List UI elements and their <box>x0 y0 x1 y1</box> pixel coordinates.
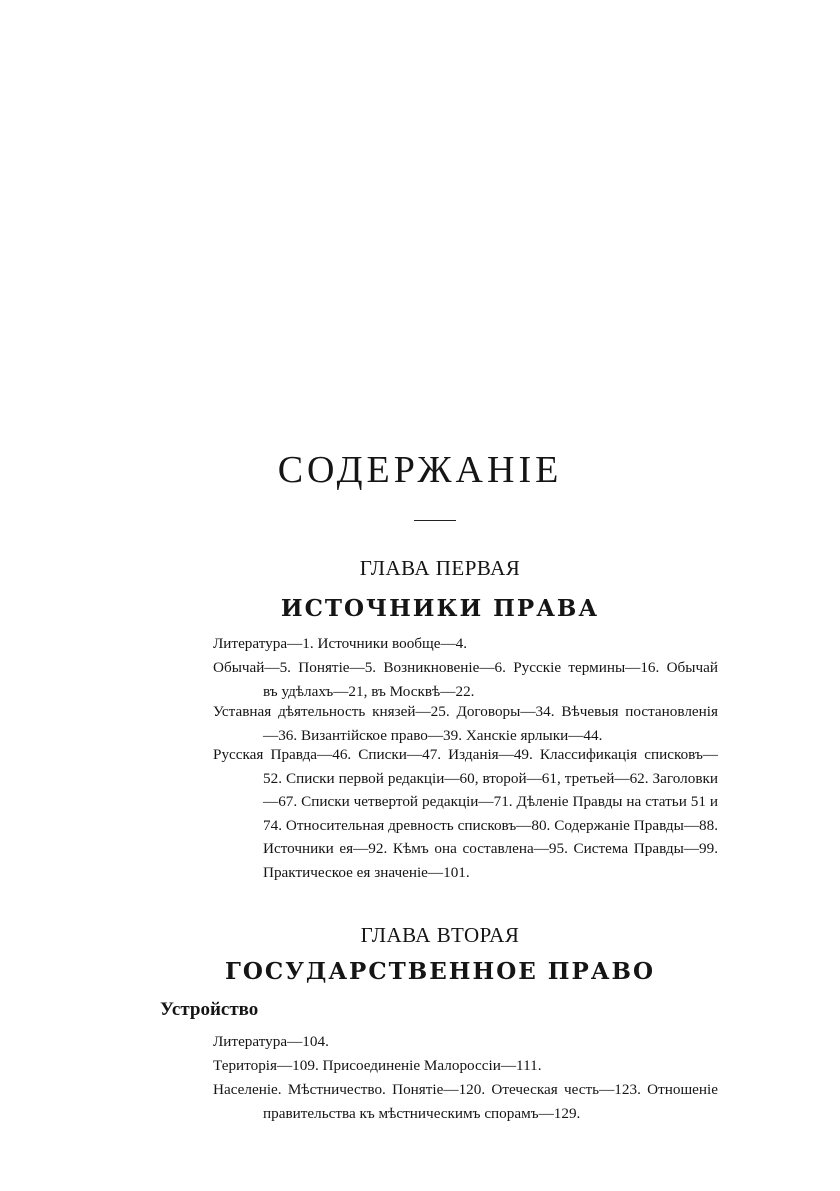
chapter-1-entry-4: Русская Правда—46. Списки—47. Изданія—49. Классификація списковъ—52. Списки первой редакціи—60, второй—61, третьей—62. Заголовки—67. Списки четвертой редакціи—71. Дѣленіе Правды на статьи 51 и 74. Относительная древность списковъ—80. Содержаніе Правды—88. Источники ея—92. Кѣмъ она составлена—95. Система Правды—99. Практическое ея значеніе—101. <box>213 746 718 881</box>
chapter-2-entry-1: Литература—104. <box>213 1033 329 1050</box>
chapter-2-heading: ГЛАВА ВТОРАЯ <box>360 923 520 947</box>
chapter-2-entry-2: Територія—109. Присоединеніе Малороссіи—111. <box>213 1057 542 1074</box>
chapter-1-subheading: ИСТОЧНИКИ ПРАВА <box>280 595 600 622</box>
chapter-1-entry-2: Обычай—5. Понятіе—5. Возникновеніе—6. Русскіе термины—16. Обычай въ удѣлахъ—21, въ Москвѣ—22. <box>213 659 718 700</box>
section-heading: Устройство <box>160 999 259 1020</box>
chapter-1-entry-3: Уставная дѣятельность князей—25. Договоры—34. Вѣчевыя постановленія—36. Византійское право—39. Ханскіе ярлыки—44. <box>213 703 718 744</box>
page-title: СОДЕРЖАНІЕ <box>277 449 563 491</box>
chapter-2-entry-3: Населеніе. Мѣстничество. Понятіе—120. Отеческая честь—123. Отношеніе правительства къ мѣстническимъ спорамъ—129. <box>213 1081 718 1122</box>
chapter-2-subheading: ГОСУДАРСТВЕННОЕ ПРАВО <box>224 958 655 985</box>
chapter-1-entry-1: Литература—1. Источники вообще—4. <box>213 635 468 652</box>
title-divider <box>414 520 456 521</box>
chapter-1-heading: ГЛАВА ПЕРВАЯ <box>359 556 521 580</box>
